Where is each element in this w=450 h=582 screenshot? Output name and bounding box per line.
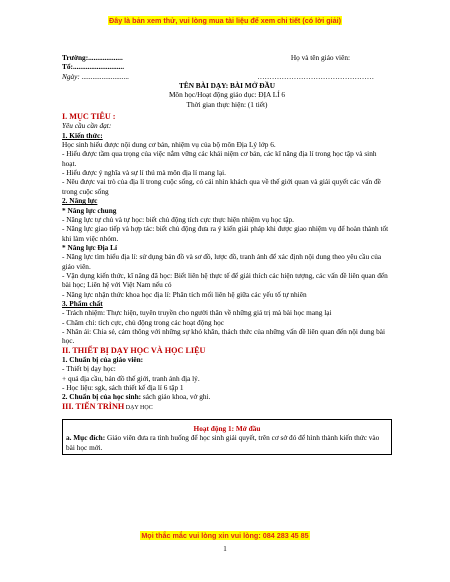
activity-goal <box>66 433 388 452</box>
section-equipment-title: II. THIẾT BỊ DẠY HỌC VÀ HỌC LIỆU <box>62 345 206 355</box>
activity-goal-text: Giáo viên đưa ra tình huống để học sinh giải quyết, trên cơ sở đó để hình thành kiến thức vào bài học mới. <box>66 433 380 452</box>
general-skill-line: - Năng lực giao tiếp và hợp tác: biết chủ động đưa ra ý kiến giải pháp khi được giao nhiệm vụ để hoàn thành tốt khi làm việc nhóm. <box>62 224 389 243</box>
knowledge-line: - Hiểu được ý nghĩa và sự lí thú mà môn địa lí mang lại. <box>62 168 226 178</box>
lesson-title: TÊN BÀI DẠY: BÀI MỞ ĐẦU <box>178 81 276 91</box>
student-prep-title: 2. Chuẩn bị của học sinh: <box>62 392 142 402</box>
knowledge-title: 1. Kiến thức: <box>62 130 103 140</box>
quality-line: - Nhân ái: Chia sẻ, cảm thông với những sự khó khăn, thách thức của những vấn đề liên quan đến nội dung bài học. <box>62 326 386 346</box>
student-prep-text: sách giáo khoa, vở ghi. <box>141 392 211 402</box>
activity-box <box>62 419 392 455</box>
header-banner: Đây là bản xem thử, vui lòng mua tài liệu để xem chi tiết (có lời giải) <box>109 16 341 25</box>
teacher-prep-line: - Học liệu: sgk, sách thiết kế địa lí 6 tập 1 <box>62 383 184 393</box>
geo-skills-title: * Năng lực Địa Lí <box>62 242 118 252</box>
teacher-prep-line: + quả địa cầu, bản đồ thế giới, tranh ảnh địa lý. <box>62 373 200 383</box>
date-label: Ngày: .......................... <box>62 71 130 81</box>
knowledge-line: - Nêu được vai trò của địa lí trong cuộc sống, có cái nhìn khách qua về thế giới quan và giải quyết các vấn đề trong cuộc sống <box>62 177 381 196</box>
activity-goal-label: a. Mục đích: <box>66 433 106 443</box>
quality-title: 3. Phẩm chất <box>62 298 103 308</box>
geo-skill-line: - Vận dụng kiến thức, kĩ năng đã học: Biết liên hệ thực tế để giải thích các hiện tượng, các vấn đề liên quan đến bài học; Liên hệ với Việt Nam nếu có <box>62 270 388 290</box>
teacher-label: Họ và tên giáo viên: <box>290 53 350 62</box>
teacher-prep-line: - Thiết bị dạy học: <box>62 364 116 374</box>
lesson-plan-page <box>62 53 392 455</box>
page-number: 1 <box>223 545 227 553</box>
header-row <box>62 53 392 62</box>
school-label: Trường:................... <box>62 53 123 62</box>
general-skills-title: * Năng lực chung <box>62 205 117 215</box>
knowledge-line: Học sinh hiểu được nội dung cơ bản, nhiệm vụ của bộ môn Địa Lý lớp 6. <box>62 140 276 150</box>
duration-line: Thời gian thực hiện: (1 tiết) <box>186 99 268 109</box>
knowledge-line: - Hiểu được tầm qua trọng của việc nắm vững các khái niệm cơ bản, các kĩ năng địa lí trong học tập và sinh hoạt. <box>62 149 377 168</box>
date-row <box>62 72 392 81</box>
geo-skill-line: - Năng lực tìm hiểu địa lí: sử dụng bản đồ và sơ đồ, lược đồ, tranh ảnh để xác định nội dung theo yêu cầu của giáo viên. <box>62 252 382 271</box>
quality-line: - Chăm chỉ: tích cực, chủ động trong các hoạt động học <box>62 317 225 327</box>
section-process-title: III. TIẾN TRÌNH DẠY HỌC <box>62 401 153 411</box>
general-skill-line: - Năng lực tự chủ và tự học: biết chủ động tích cực thực hiện nhiệm vụ học tập. <box>62 214 294 224</box>
teacher-dots: ………………………………………… <box>257 71 374 81</box>
activity-title: Hoạt động 1: Mở đầu <box>193 424 261 434</box>
section-objectives-title: I. MỤC TIÊU : <box>62 112 116 122</box>
skills-title: 2. Năng lực <box>62 196 98 206</box>
subject-line: Môn học/Hoạt động giáo dục: ĐỊA LÍ 6 <box>168 90 286 100</box>
requirement-label: Yêu cầu cần đạt: <box>62 121 112 131</box>
teacher-prep-title: 1. Chuẩn bị của giáo viên: <box>62 355 144 364</box>
student-prep-line <box>62 392 392 401</box>
geo-skill-line: - Năng lực nhận thức khoa học địa lí: Phân tích mối liên hệ giữa các yếu tố tự nhiên <box>62 289 307 299</box>
quality-line: - Trách nhiệm: Thực hiện, tuyên truyền cho người thân về những giá trị mà bài học mang lại <box>62 308 332 318</box>
group-label: Tổ:............................ <box>62 62 125 72</box>
footer-banner: Mọi thắc mắc vui lòng xin vui lòng: 084 283 45 85 <box>141 531 309 540</box>
